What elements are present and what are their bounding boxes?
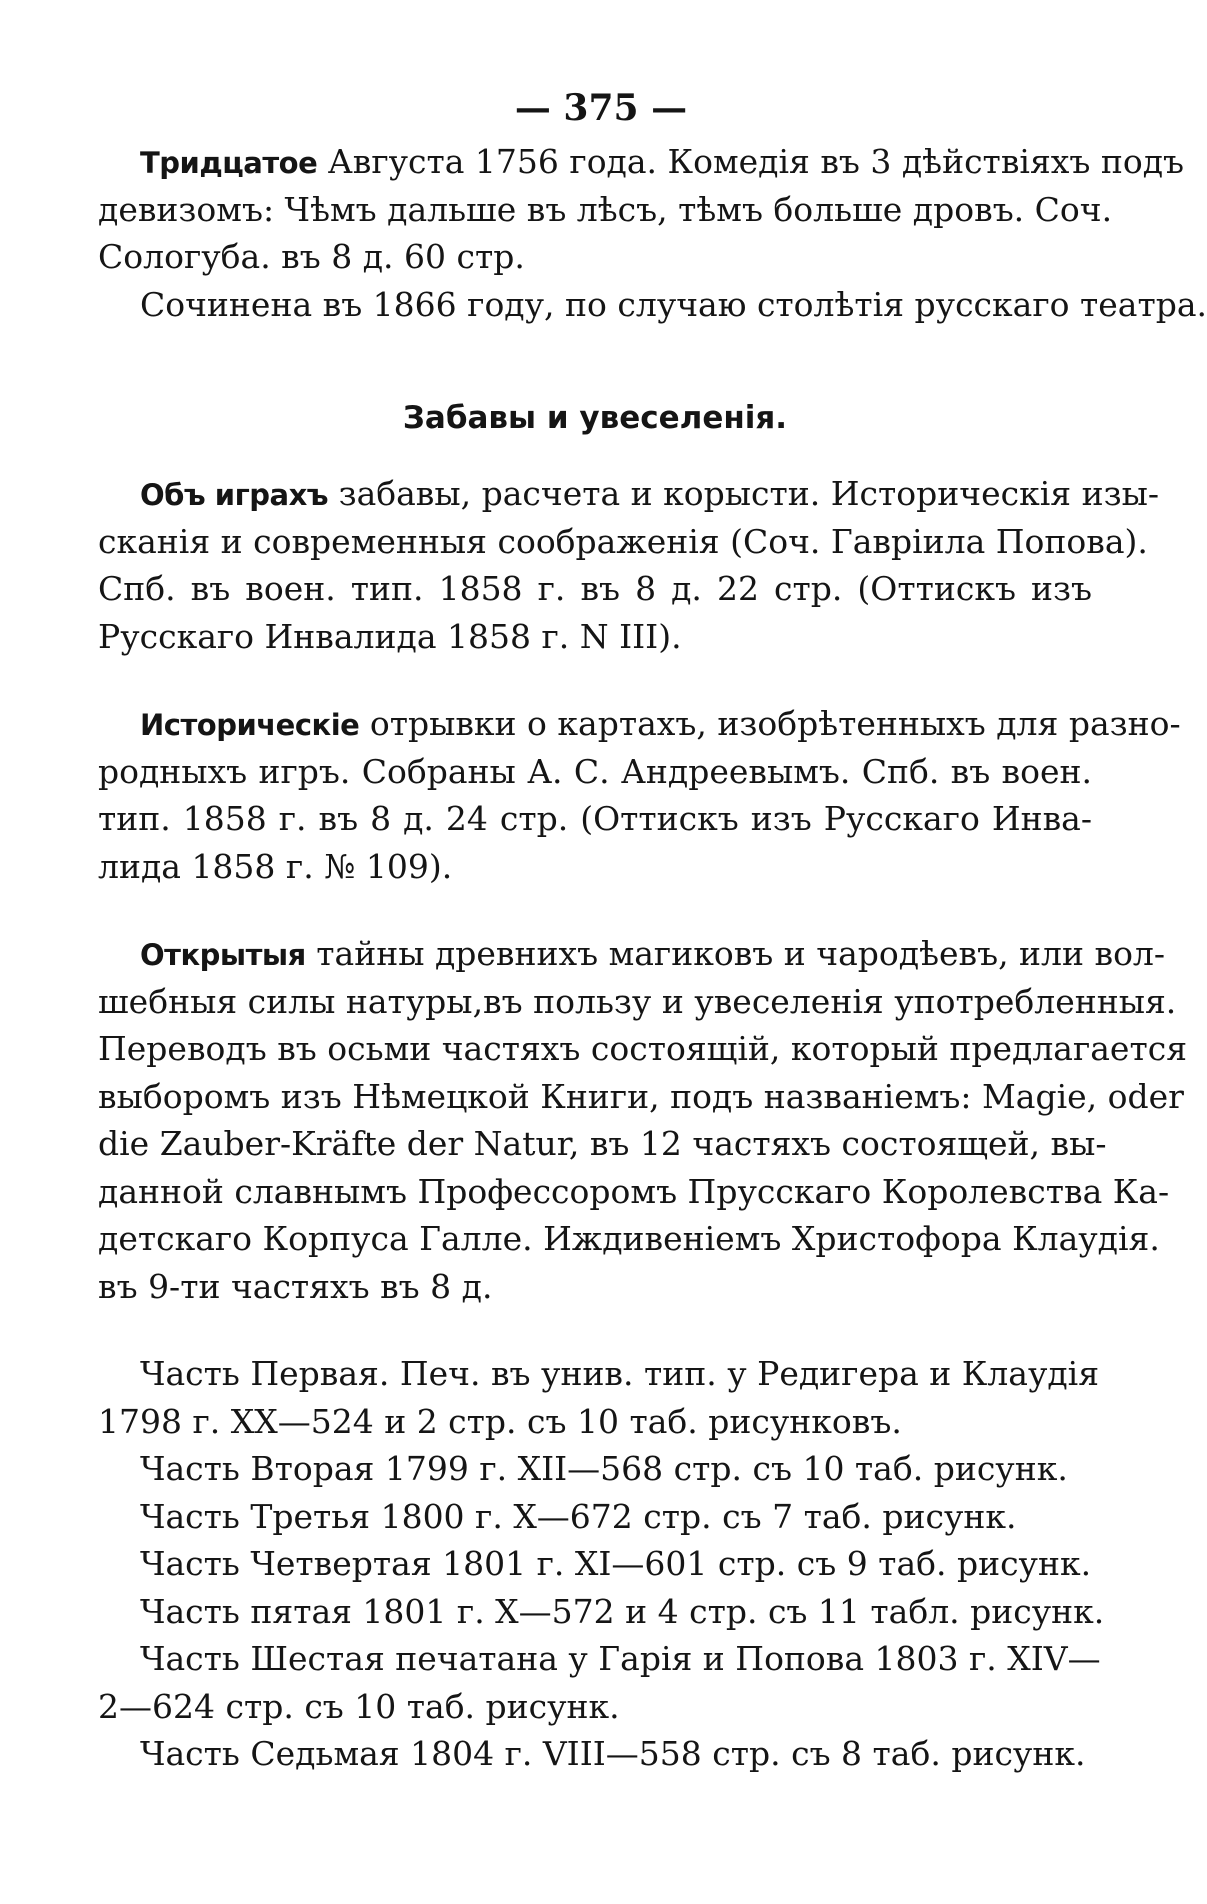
volume-part [98, 1540, 1092, 1588]
part-line: 1798 г. XX—524 и 2 стр. съ 10 таб. рисунковъ. [98, 1401, 902, 1441]
entry-lead-word: Объ играхъ [140, 478, 329, 512]
entry-text: шебныя силы натуры,въ пользу и увеселенія употребленныя. [98, 981, 1177, 1021]
entry-text: Переводъ въ осьми частяхъ состоящій, который предлагается [98, 1029, 1188, 1068]
entry-text: тип. 1858 г. въ 8 д. 24 стр. (Оттискъ изъ Русскаго Инва- [98, 799, 1092, 838]
entry-text: выборомъ изъ Нѣмецкой Книги, подъ названіемъ: Magie, oder [98, 1076, 1184, 1116]
entry-text: детскаго Корпуса Галле. Иждивеніемъ Христофора Клаудія. [98, 1219, 1160, 1258]
entry-text: Спб. въ воен. тип. 1858 г. въ 8 д. 22 стр. (Оттискъ изъ [98, 569, 1092, 608]
text-line [98, 1073, 1184, 1121]
text-line [98, 978, 1177, 1026]
entry-text: лида 1858 г. № 109). [98, 846, 453, 886]
part-line: Часть Четвертая 1801 г. XI—601 стр. съ 9 таб. рисунк. [140, 1544, 1092, 1583]
text-line [98, 233, 1092, 281]
text-line [98, 470, 1159, 518]
page-number: — 375 — [514, 87, 688, 129]
entry-text: Русскаго Инвалида 1858 г. N III). [98, 616, 682, 656]
top-entries [98, 138, 1207, 328]
volume-part [98, 1635, 1101, 1730]
entry-text: Сочинена въ 1866 году, по случаю столѣтія русскаго театра. [140, 284, 1207, 324]
volume-part [98, 1730, 1092, 1778]
bibliography-entry [98, 930, 1188, 1310]
entry-lead-word: Историческіе [140, 708, 360, 742]
entry-lead-word: Открытыя [140, 938, 306, 972]
text-line [98, 1168, 1170, 1216]
part-line: Часть Третья 1800 г. X—672 стр. съ 7 таб. рисунк. [140, 1496, 1017, 1536]
volume-parts-list [98, 1350, 1105, 1778]
volume-part [98, 1588, 1105, 1636]
entry-text: die Zauber-Kräfte der Natur, въ 12 частяхъ состоящей, вы- [98, 1124, 1107, 1163]
bibliography-entry [98, 281, 1207, 329]
entry-text: сканія и современныя соображенія (Соч. Гавріила Попова). [98, 521, 1148, 561]
part-line: 2—624 стр. съ 10 таб. рисунк. [98, 1686, 620, 1726]
entry-text: Августа 1756 года. Комедія въ 3 дѣйствіяхъ подъ [327, 142, 1185, 181]
text-line [98, 748, 1092, 796]
entry-text: родныхъ игръ. Собраны А. С. Андреевымъ. Спб. въ воен. [98, 751, 1092, 791]
text-line [98, 1263, 1092, 1311]
entry-text: въ 9-ти частяхъ въ 8 д. [98, 1266, 493, 1306]
bibliography-entry [98, 700, 1181, 890]
text-line [98, 565, 1092, 613]
section-title: Забавы и увеселенія. [402, 400, 788, 436]
entry-lead-word: Тридцатое [140, 146, 318, 180]
bibliography-entry [98, 138, 1185, 281]
text-line [98, 700, 1181, 748]
part-line: Часть пятая 1801 г. X—572 и 4 стр. съ 11 табл. рисунк. [140, 1591, 1105, 1631]
text-line [98, 1025, 1188, 1073]
text-line [98, 281, 1207, 329]
text-line [98, 186, 1113, 234]
text-line [98, 1120, 1107, 1168]
volume-part [98, 1493, 1092, 1541]
part-line: Часть Седьмая 1804 г. VIII—558 стр. съ 8 таб. рисунк. [140, 1734, 1086, 1773]
part-line: Часть Вторая 1799 г. XII—568 стр. съ 10 таб. рисунк. [140, 1449, 1068, 1488]
entry-text: данной славнымъ Профессоромъ Прусскаго Королевства Ка- [98, 1171, 1170, 1211]
text-line [98, 843, 1092, 891]
entry-text: отрывки о картахъ, изобрѣтенныхъ для разно- [369, 704, 1181, 743]
part-line: Часть Первая. Печ. въ унив. тип. у Редигера и Клаудія [140, 1354, 1100, 1393]
part-line: Часть Шестая печатана у Гарія и Попова 1803 г. XIV— [140, 1639, 1101, 1678]
text-line [98, 138, 1185, 186]
bibliography-entry [98, 470, 1159, 660]
volume-part [98, 1350, 1100, 1445]
volume-part [98, 1445, 1092, 1493]
text-line [98, 1215, 1160, 1263]
text-line [98, 613, 1092, 661]
book-page [98, 78, 1207, 1778]
entry-text: Сологуба. въ 8 д. 60 стр. [98, 237, 525, 276]
text-line [98, 795, 1092, 843]
entry-text: девизомъ: Чѣмъ дальше въ лѣсъ, тѣмъ больше дровъ. Соч. [98, 189, 1113, 229]
bibliography-entries [98, 470, 1188, 1310]
entry-text: забавы, расчета и корысти. Историческія изы- [338, 474, 1159, 513]
text-line [98, 930, 1166, 978]
text-line [98, 518, 1148, 566]
entry-text: тайны древнихъ магиковъ и чародѣевъ, или вол- [316, 934, 1166, 973]
